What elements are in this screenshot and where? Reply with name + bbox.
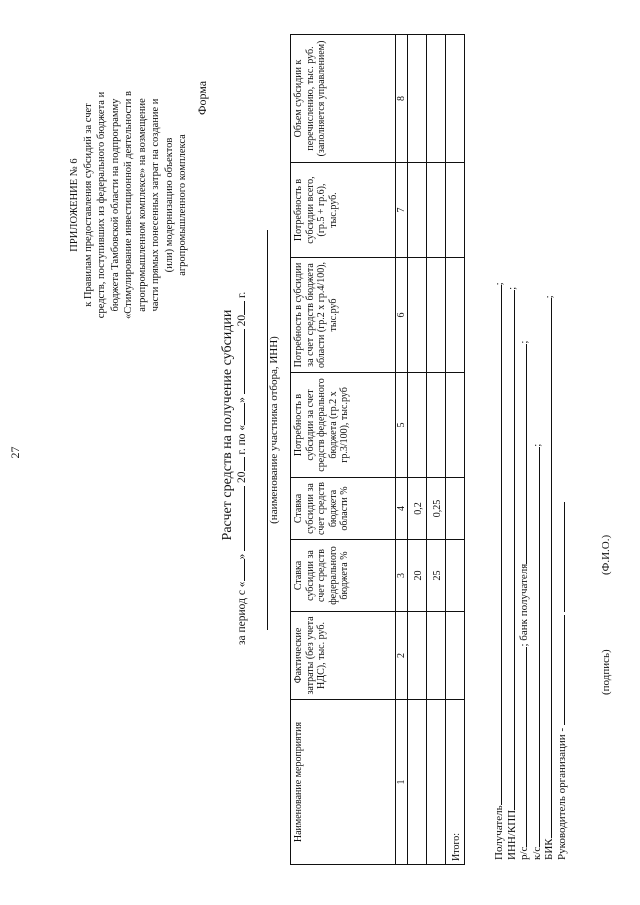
period-day-to-field[interactable] bbox=[235, 403, 245, 425]
column-number: 4 bbox=[396, 478, 408, 540]
table-cell[interactable] bbox=[408, 373, 427, 478]
bik-field[interactable] bbox=[542, 298, 552, 838]
account-field[interactable] bbox=[517, 647, 527, 847]
corr-account-field[interactable] bbox=[530, 447, 540, 847]
participant-field[interactable] bbox=[255, 230, 268, 630]
table-cell[interactable] bbox=[408, 163, 427, 258]
table-cell[interactable]: 20 bbox=[408, 540, 427, 612]
period-quote-2: » bbox=[236, 397, 248, 403]
period-year-1: 20 bbox=[236, 471, 248, 483]
recipient-semicolon: ; bbox=[493, 282, 505, 286]
column-number: 1 bbox=[396, 700, 408, 865]
recipient-label: Получатель bbox=[493, 805, 505, 860]
table-total-row bbox=[446, 35, 465, 865]
form-label: Форма bbox=[195, 80, 209, 115]
period-year-to-field[interactable] bbox=[235, 301, 245, 315]
bik-semicolon: ; bbox=[543, 295, 555, 299]
inn-kpp-line bbox=[505, 20, 518, 860]
table-cell[interactable] bbox=[446, 163, 465, 258]
column-number: 7 bbox=[396, 163, 408, 258]
bank-semicolon: ; bbox=[518, 340, 530, 344]
header-cell: Объем субсидии к перечислению, тыс. руб. (заполняется управлением) bbox=[291, 35, 396, 163]
corr-account-label: к/с bbox=[530, 846, 543, 860]
table-row bbox=[408, 35, 427, 865]
bik-label: БИК bbox=[543, 838, 555, 860]
column-number: 5 bbox=[396, 373, 408, 478]
corr-account-line bbox=[530, 20, 543, 860]
head-line bbox=[555, 20, 568, 860]
period-month-from-field[interactable] bbox=[235, 486, 245, 551]
recipient-field[interactable] bbox=[492, 285, 502, 805]
header-cell: Потребность в субсидии за счет средств бюджета области (гр.2 х гр.4/100), тыс.руб bbox=[291, 258, 396, 373]
header-cell: Ставка субсидии за счет средств бюджета области % bbox=[291, 478, 396, 540]
period-line bbox=[235, 165, 248, 645]
account-line bbox=[517, 20, 530, 860]
period-suffix: г. bbox=[236, 291, 248, 298]
table-cell[interactable] bbox=[427, 258, 446, 373]
signature-field[interactable] bbox=[555, 615, 565, 725]
table-cell[interactable] bbox=[408, 700, 427, 865]
period-month-to-field[interactable] bbox=[235, 329, 245, 394]
period-day-from-field[interactable] bbox=[235, 559, 245, 581]
table-cell[interactable] bbox=[427, 163, 446, 258]
bank-label: ; банк получателя bbox=[518, 563, 530, 647]
table-row bbox=[427, 35, 446, 865]
period-prefix: за период с « bbox=[236, 581, 248, 645]
table-cell[interactable] bbox=[446, 540, 465, 612]
fio-field[interactable] bbox=[555, 502, 565, 612]
inn-kpp-semicolon: ; bbox=[505, 286, 518, 290]
table-cell[interactable] bbox=[427, 35, 446, 163]
period-year-from-field[interactable] bbox=[235, 457, 245, 471]
appendix-title: ПРИЛОЖЕНИЕ № 6 bbox=[69, 158, 80, 252]
fio-caption: (Ф.И.О.) bbox=[600, 534, 612, 575]
signature-caption: (подпись) bbox=[600, 649, 612, 695]
table-cell[interactable]: 25 bbox=[427, 540, 446, 612]
recipient-line bbox=[492, 20, 505, 860]
table-cell[interactable] bbox=[446, 612, 465, 700]
table-cell[interactable] bbox=[408, 258, 427, 373]
recipient-block bbox=[492, 20, 567, 860]
account-label: р/с bbox=[518, 846, 530, 860]
participant-caption: (наименование участника отбора, ИНН) bbox=[268, 336, 280, 524]
table-cell[interactable] bbox=[446, 258, 465, 373]
table-cell[interactable]: 0,2 bbox=[408, 478, 427, 540]
table-cell[interactable] bbox=[427, 373, 446, 478]
table-cell[interactable] bbox=[427, 700, 446, 865]
table-header-row bbox=[291, 35, 396, 865]
table-column-number-row bbox=[396, 35, 408, 865]
column-number: 8 bbox=[396, 35, 408, 163]
table-cell[interactable] bbox=[408, 35, 427, 163]
header-cell: Потребность в субсидии за счет средств федерального бюджета (гр.2 х гр.3/100), тыс.руб bbox=[291, 373, 396, 478]
head-label: Руководитель организации - bbox=[555, 727, 568, 860]
appendix-block bbox=[68, 90, 190, 320]
table-cell[interactable] bbox=[446, 373, 465, 478]
table-cell[interactable] bbox=[408, 612, 427, 700]
corr-account-semicolon: ; bbox=[530, 443, 543, 447]
header-cell: Наименование мероприятия bbox=[291, 700, 396, 865]
inn-kpp-label: ИНН/КПП bbox=[505, 809, 518, 860]
table-cell[interactable]: 0,25 bbox=[427, 478, 446, 540]
table-cell[interactable] bbox=[427, 612, 446, 700]
period-year-2: 20 bbox=[236, 314, 248, 327]
table-cell[interactable] bbox=[446, 35, 465, 163]
period-to-label: г. по « bbox=[236, 424, 248, 455]
table-cell[interactable] bbox=[446, 478, 465, 540]
header-cell: Фактические затраты (без учета НДС), тыс. руб. bbox=[291, 612, 396, 700]
appendix-body: к Правилам предоставления субсидий за счет средств, поступивших из федерального бюджета и бюджета Тамбовской области на подпрограмму «Стимулирование инвестиционной деятельности в агропромышленном комплексе» на возмещение части прямых понесенных затрат на создание и (или) модернизацию объектов агропромышленного комплекса bbox=[82, 91, 188, 319]
document-title: Расчет средств на получение субсидии bbox=[220, 309, 235, 541]
column-number: 3 bbox=[396, 540, 408, 612]
column-number: 6 bbox=[396, 258, 408, 373]
bik-line bbox=[542, 20, 555, 860]
header-cell: Ставка субсидии за счет средств федерального бюджета % bbox=[291, 540, 396, 612]
total-label: Итого: bbox=[446, 700, 465, 865]
subsidy-calculation-table bbox=[290, 34, 465, 865]
column-number: 2 bbox=[396, 612, 408, 700]
inn-kpp-field[interactable] bbox=[505, 290, 515, 810]
page-number: 27 bbox=[8, 446, 22, 459]
header-cell: Потребность в субсидии всего, (гр.5 + гр.6), тыс.руб. bbox=[291, 163, 396, 258]
bank-field[interactable] bbox=[517, 344, 527, 564]
period-quote-1: » bbox=[236, 553, 248, 560]
